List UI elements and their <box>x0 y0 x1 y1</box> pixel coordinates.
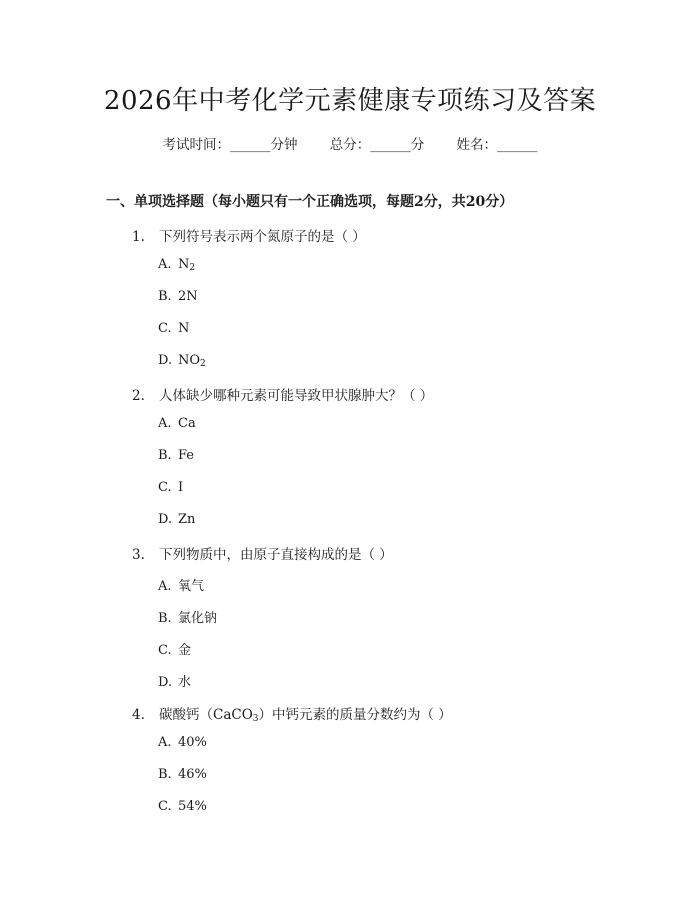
total-score-blank: ______ <box>370 137 411 153</box>
question-text-pre: 碳酸钙（CaCO <box>159 707 253 723</box>
q4-option-c: C. 54% <box>158 799 207 814</box>
q3-option-d: D. 水 <box>158 675 192 690</box>
exam-time-blank: ______ <box>229 137 271 153</box>
q4-option-a: A. 40% <box>158 735 207 750</box>
question-number: 3. <box>132 547 145 563</box>
question-3 <box>132 543 393 563</box>
section-heading: 一、单项选择题（每小题只有一个正确选项，每题2分，共20分） <box>106 194 514 210</box>
exam-time-field: 考试时间：______分钟 <box>162 137 298 153</box>
question-text: 下列物质中，由原子直接构成的是（ ） <box>159 547 393 563</box>
q3-option-c: C. 金 <box>158 643 192 658</box>
q3-option-b: B. 氯化钠 <box>158 611 218 626</box>
question-text-sub: 3 <box>252 714 259 724</box>
q2-option-b: B. Fe <box>158 448 195 463</box>
student-name-blank: ______ <box>497 137 538 153</box>
question-1 <box>132 225 366 245</box>
q2-option-a: A. Ca <box>158 416 196 431</box>
question-2 <box>132 384 433 404</box>
total-score-field: 总分：______分 <box>329 137 425 153</box>
question-number: 1. <box>132 229 145 245</box>
exam-info-line <box>0 133 700 153</box>
question-4 <box>132 703 452 724</box>
q3-option-a: A. 氧气 <box>158 579 205 594</box>
page-title: 2026年中考化学元素健康专项练习及答案 <box>103 86 597 116</box>
question-number: 2. <box>132 388 145 404</box>
student-name-field: 姓名：______ <box>456 137 538 153</box>
q2-option-d: D. Zn <box>158 512 196 527</box>
q2-option-c: C. I <box>158 480 184 495</box>
question-text-post: ）中钙元素的质量分数约为（ ） <box>258 707 452 723</box>
q4-option-b: B. 46% <box>158 767 207 782</box>
question-number: 4. <box>132 707 145 723</box>
question-text: 人体缺少哪种元素可能导致甲状腺肿大？（ ） <box>159 388 434 404</box>
q1-option-d: D. $NO_2$ <box>158 353 206 369</box>
question-text: 下列符号表示两个氮原子的是（ ） <box>159 229 366 245</box>
q1-option-c: C. N <box>158 321 190 336</box>
q1-option-b: B. 2N <box>158 289 198 304</box>
q1-option-a: A. $N_2$ <box>158 257 196 273</box>
